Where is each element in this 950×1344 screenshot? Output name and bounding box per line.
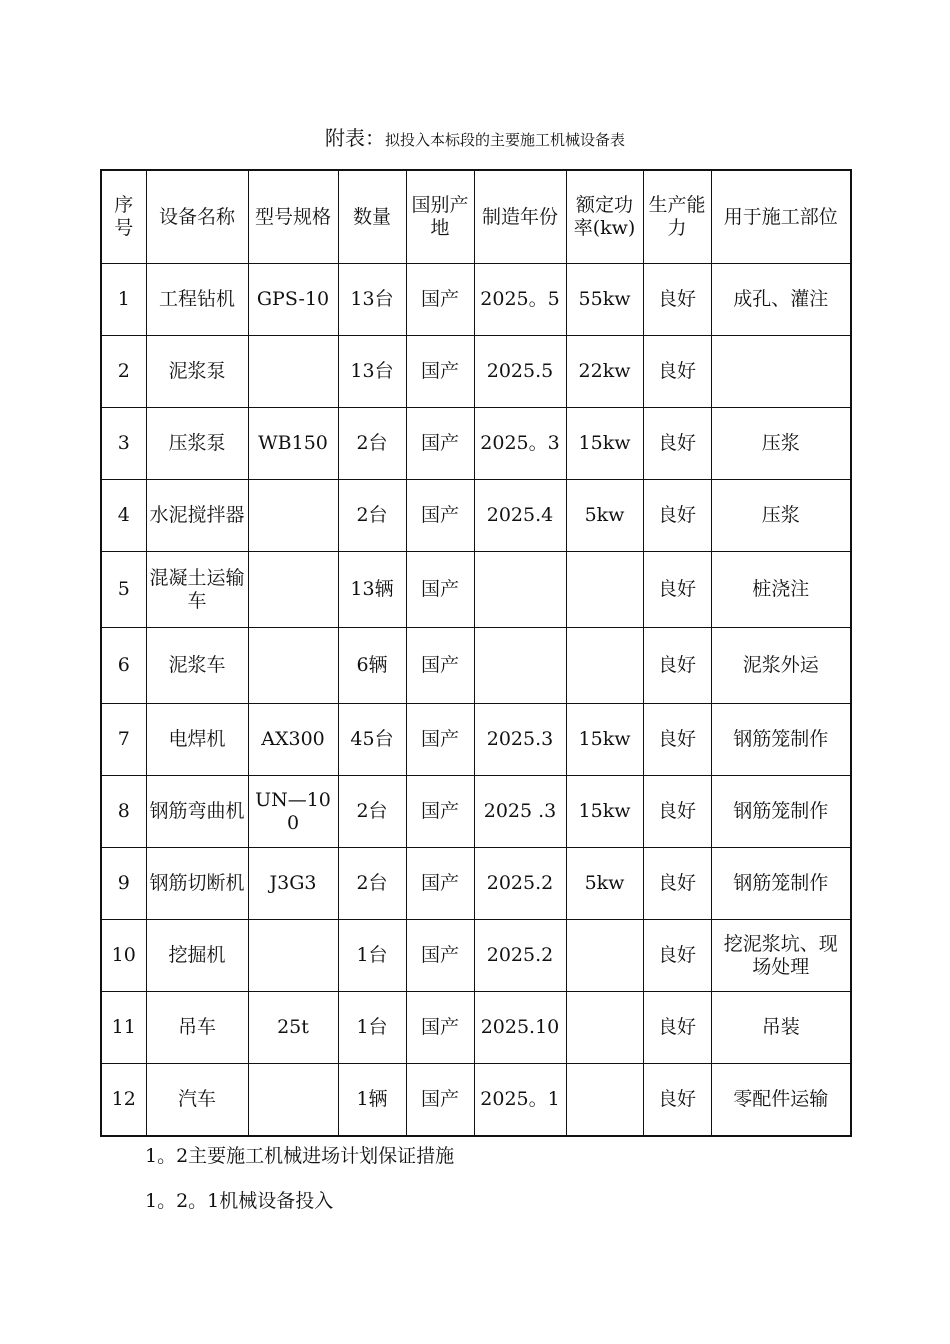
table-cell: 25t (248, 992, 338, 1064)
table-row (101, 480, 851, 552)
table-cell: 5kw (566, 480, 643, 552)
table-cell: 良好 (643, 480, 711, 552)
table-cell: 成孔、灌注 (711, 264, 851, 336)
table-cell: 13台 (338, 264, 406, 336)
table-cell: 15kw (566, 408, 643, 480)
table-cell: 国产 (406, 848, 474, 920)
table-cell: 4 (101, 480, 146, 552)
table-title (0, 122, 950, 151)
table-cell: J3G3 (248, 848, 338, 920)
table-cell: 压浆泵 (146, 408, 248, 480)
table-cell: 良好 (643, 552, 711, 628)
table-cell: 9 (101, 848, 146, 920)
title-text: 拟投入本标段的主要施工机械设备表 (384, 131, 625, 149)
header-cell: 数量 (338, 170, 406, 264)
table-cell: 良好 (643, 408, 711, 480)
table-cell: 2025 .3 (474, 776, 566, 848)
table-cell: 12 (101, 1064, 146, 1137)
table-cell: 7 (101, 704, 146, 776)
table-row (101, 408, 851, 480)
table-cell: 1辆 (338, 1064, 406, 1137)
table-cell: 8 (101, 776, 146, 848)
table-cell: 10 (101, 920, 146, 992)
table-row (101, 552, 851, 628)
table-cell: 挖泥浆坑、现场处理 (711, 920, 851, 992)
table-header-row (101, 170, 851, 264)
table-cell: 国产 (406, 552, 474, 628)
table-cell: 桩浇注 (711, 552, 851, 628)
table-cell: 国产 (406, 480, 474, 552)
header-cell: 国别产地 (406, 170, 474, 264)
header-cell: 制造年份 (474, 170, 566, 264)
table-cell: 钢筋笼制作 (711, 776, 851, 848)
table-body (101, 170, 851, 1136)
header-cell: 序号 (101, 170, 146, 264)
table-cell (711, 336, 851, 408)
table-cell: 13台 (338, 336, 406, 408)
table-cell: 国产 (406, 628, 474, 704)
table-cell (248, 920, 338, 992)
table-cell: 2025.5 (474, 336, 566, 408)
table-cell: 国产 (406, 704, 474, 776)
table-cell: 45台 (338, 704, 406, 776)
table-row (101, 628, 851, 704)
table-cell: 水泥搅拌器 (146, 480, 248, 552)
table-cell (566, 992, 643, 1064)
table-cell (566, 1064, 643, 1137)
table-cell: 2025.2 (474, 920, 566, 992)
table-cell: 国产 (406, 408, 474, 480)
table-cell (248, 552, 338, 628)
table-cell: 钢筋笼制作 (711, 848, 851, 920)
table-cell: 2025。3 (474, 408, 566, 480)
table-cell (474, 628, 566, 704)
table-cell: 15kw (566, 776, 643, 848)
table-cell: 1台 (338, 920, 406, 992)
table-cell: GPS-10 (248, 264, 338, 336)
table-cell (566, 920, 643, 992)
table-cell: 零配件运输 (711, 1064, 851, 1137)
table-cell: 国产 (406, 264, 474, 336)
header-cell: 生产能力 (643, 170, 711, 264)
table-cell: 国产 (406, 776, 474, 848)
table-cell: 2025.4 (474, 480, 566, 552)
table-cell: 压浆 (711, 480, 851, 552)
header-cell: 用于施工部位 (711, 170, 851, 264)
table-cell: 2025.2 (474, 848, 566, 920)
table-cell: 13辆 (338, 552, 406, 628)
table-cell: 1 (101, 264, 146, 336)
table-cell (566, 552, 643, 628)
table-cell: 良好 (643, 264, 711, 336)
table-cell: 吊车 (146, 992, 248, 1064)
table-cell: 汽车 (146, 1064, 248, 1137)
table-cell: 2025.3 (474, 704, 566, 776)
table-cell (248, 480, 338, 552)
table-cell: 良好 (643, 776, 711, 848)
header-cell: 额定功率(kw) (566, 170, 643, 264)
table-cell: 钢筋弯曲机 (146, 776, 248, 848)
table-row (101, 992, 851, 1064)
table-cell: 良好 (643, 704, 711, 776)
table-cell: 5kw (566, 848, 643, 920)
section-heading: 1。2主要施工机械进场计划保证措施 (145, 1145, 455, 1167)
table-cell: 国产 (406, 1064, 474, 1137)
title-prefix: 附表： (324, 126, 385, 150)
table-row (101, 848, 851, 920)
table-cell: 3 (101, 408, 146, 480)
table-cell: 工程钻机 (146, 264, 248, 336)
table-cell: 15kw (566, 704, 643, 776)
subsection-heading: 1。2。1机械设备投入 (145, 1190, 334, 1212)
table-cell: 泥浆车 (146, 628, 248, 704)
table-cell: UN—100 (248, 776, 338, 848)
table-cell (248, 628, 338, 704)
table-cell: WB150 (248, 408, 338, 480)
table-row (101, 776, 851, 848)
table-cell: 6辆 (338, 628, 406, 704)
table-cell (474, 552, 566, 628)
table-cell: 良好 (643, 628, 711, 704)
table-cell: 吊装 (711, 992, 851, 1064)
header-cell: 设备名称 (146, 170, 248, 264)
table-cell: 2台 (338, 776, 406, 848)
table-cell: 11 (101, 992, 146, 1064)
table-cell: 5 (101, 552, 146, 628)
equipment-table (100, 169, 852, 1137)
table-cell: AX300 (248, 704, 338, 776)
table-cell: 钢筋切断机 (146, 848, 248, 920)
table-cell: 混凝土运输车 (146, 552, 248, 628)
table-cell: 良好 (643, 920, 711, 992)
table-cell: 2025.10 (474, 992, 566, 1064)
table-cell: 2025。5 (474, 264, 566, 336)
table-row (101, 264, 851, 336)
table-row (101, 1064, 851, 1137)
table-cell: 良好 (643, 992, 711, 1064)
table-cell: 2台 (338, 480, 406, 552)
table-cell: 6 (101, 628, 146, 704)
table-cell: 良好 (643, 1064, 711, 1137)
table-cell (248, 336, 338, 408)
table-cell: 国产 (406, 920, 474, 992)
table-cell: 2025。1 (474, 1064, 566, 1137)
table-cell: 55kw (566, 264, 643, 336)
table-cell: 泥浆泵 (146, 336, 248, 408)
table-cell (566, 628, 643, 704)
table-cell: 1台 (338, 992, 406, 1064)
table-cell: 2台 (338, 848, 406, 920)
table-cell: 挖掘机 (146, 920, 248, 992)
table-cell: 压浆 (711, 408, 851, 480)
table-row (101, 704, 851, 776)
table-cell: 良好 (643, 848, 711, 920)
table-cell: 钢筋笼制作 (711, 704, 851, 776)
table-cell (248, 1064, 338, 1137)
table-cell: 国产 (406, 992, 474, 1064)
table-cell: 良好 (643, 336, 711, 408)
table-cell: 22kw (566, 336, 643, 408)
table-cell: 2 (101, 336, 146, 408)
table-cell: 国产 (406, 336, 474, 408)
table-cell: 2台 (338, 408, 406, 480)
table-row (101, 920, 851, 992)
table-row (101, 336, 851, 408)
table-cell: 电焊机 (146, 704, 248, 776)
header-cell: 型号规格 (248, 170, 338, 264)
table-cell: 泥浆外运 (711, 628, 851, 704)
